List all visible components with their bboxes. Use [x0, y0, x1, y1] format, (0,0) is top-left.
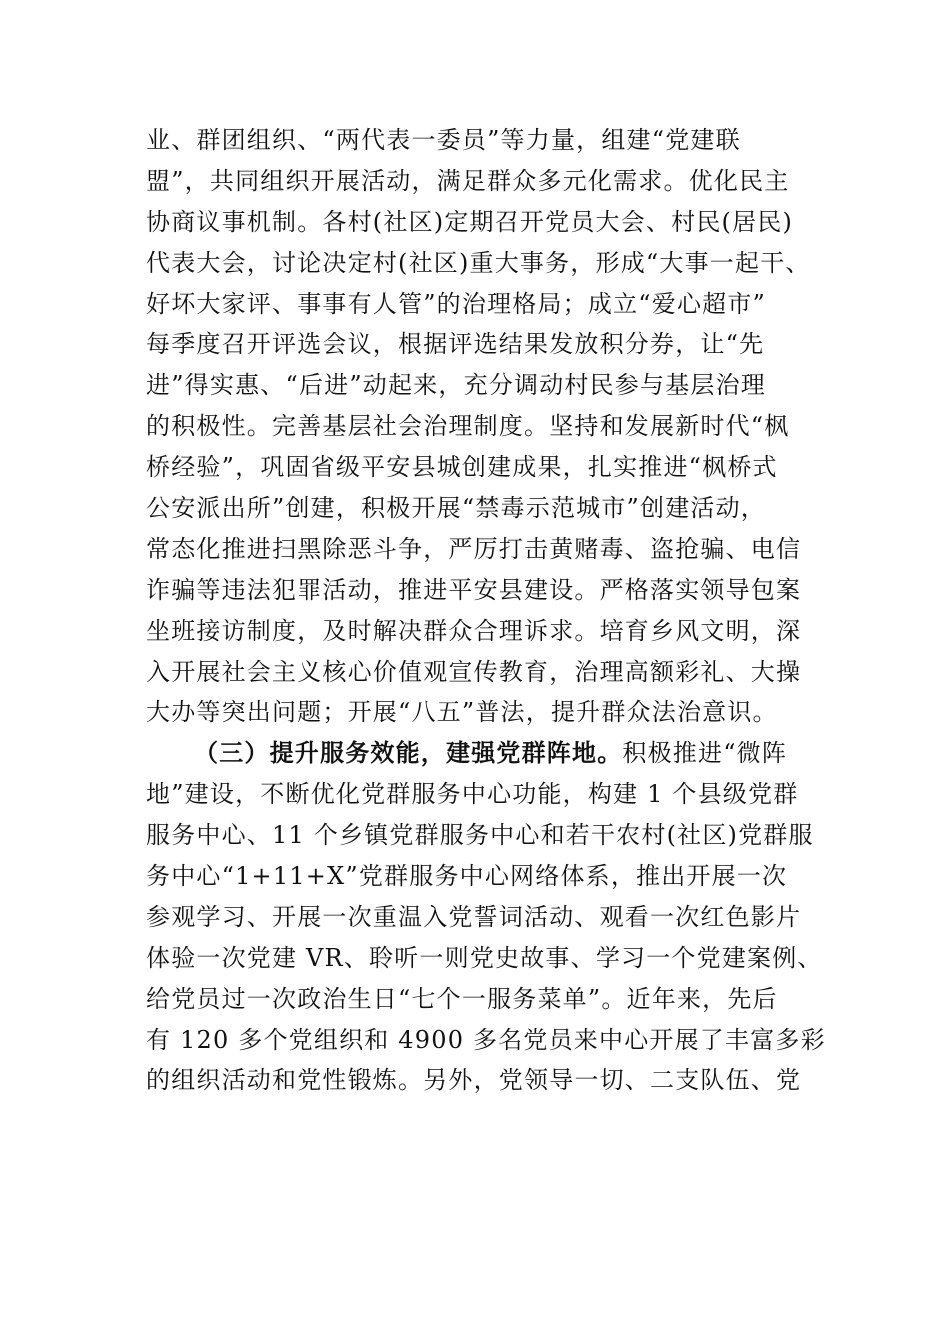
text-line: 协商议事机制。各村(社区)定期召开党员大会、村民(居民) — [146, 207, 794, 236]
text-line: 常态化推进扫黑除恶斗争，严厉打击黄赌毒、盗抢骗、电信 — [146, 534, 802, 563]
text-line: 桥经验”，巩固省级平安县城创建成果，扎实推进“枫桥式 — [146, 453, 778, 482]
text-line: 进”得实惠、“后进”动起来，充分调动村民参与基层治理 — [146, 371, 767, 400]
body-text — [146, 120, 846, 1101]
text-line: 体验一次党建 VR、聆听一则党史故事、学习一个党建案例、 — [146, 943, 823, 972]
text-line: 入开展社会主义核心价值观宣传教育，治理高额彩礼、大操 — [146, 657, 802, 686]
text-line: 业、群团组织、“两代表一委员”等力量，组建“党建联 — [146, 126, 741, 154]
text-line: 公安派出所”创建，积极开展“禁毒示范城市”创建活动， — [146, 494, 767, 523]
text-line: 有 120 多个党组织和 4900 多名党员来中心开展了丰富多彩 — [146, 1025, 826, 1054]
text-line: 好坏大家评、事事有人管”的治理格局；成立“爱心超市” — [146, 289, 767, 318]
text-line: 代表大会，讨论决定村(社区)重大事务，形成“大事一起干、 — [146, 248, 811, 277]
text-line: 坐班接访制度，及时解决群众合理诉求。培育乡风文明，深 — [146, 616, 802, 645]
section-3-first-line-text: 积极推进“微阵 — [622, 739, 788, 768]
text-line: 大办等突出问题；开展“八五”普法，提升群众法治意识。 — [146, 698, 778, 727]
text-line: 的组织活动和党性锻炼。另外，党领导一切、二支队伍、党 — [146, 1066, 802, 1095]
text-line: 参观学习、开展一次重温入党誓词活动、观看一次红色影片 — [146, 902, 802, 931]
text-line: 服务中心、11 个乡镇党群服务中心和若干农村(社区)党群服 — [146, 821, 814, 850]
section-3-heading: （三）提升服务效能，建强党群阵地。 — [194, 738, 623, 768]
text-line: 盟”，共同组织开展活动，满足群众多元化需求。优化民主 — [146, 166, 790, 195]
text-line: 务中心“1+11+X”党群服务中心网络体系，推出开展一次 — [146, 862, 788, 891]
text-line: 诈骗等违法犯罪活动，推进平安县建设。严格落实领导包案 — [146, 575, 802, 604]
text-line: 每季度召开评选会议，根据评选结果发放积分券，让“先 — [146, 330, 765, 359]
text-line: 的积极性。完善基层社会治理制度。坚持和发展新时代“枫 — [146, 412, 790, 441]
text-line: 地”建设，不断优化党群服务中心功能，构建 1 个县级党群 — [146, 780, 799, 809]
section-3-first-line — [146, 733, 846, 773]
text-line: 给党员过一次政治生日“七个一服务菜单”。近年来，先后 — [146, 984, 778, 1013]
